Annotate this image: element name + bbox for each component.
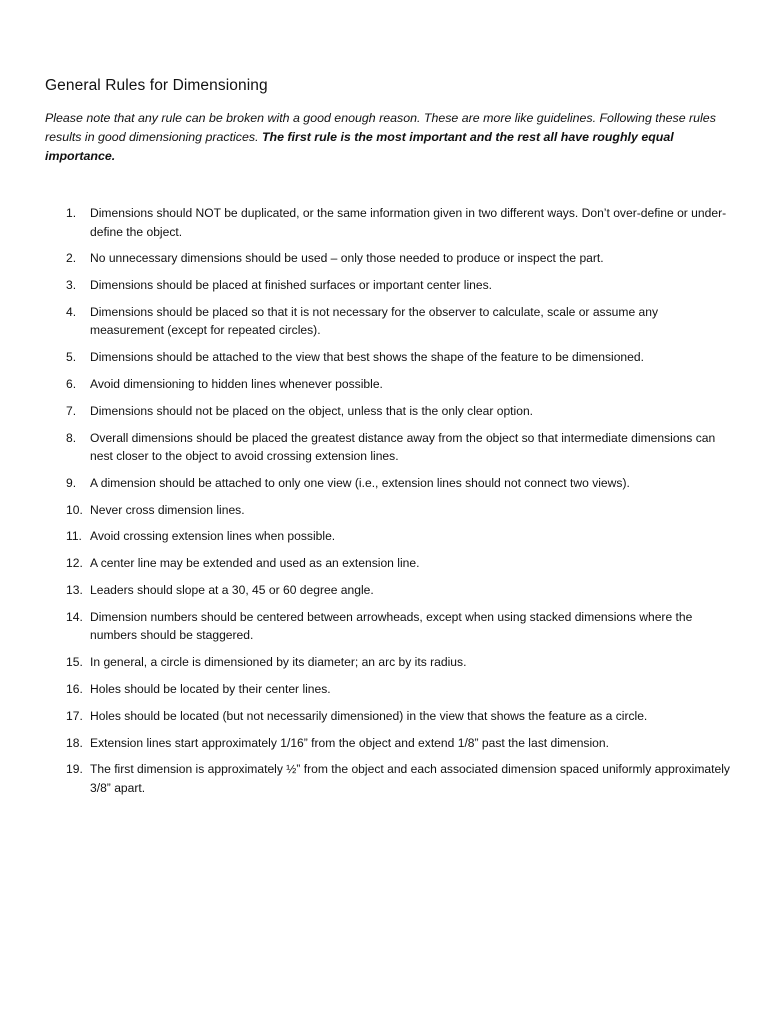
rule-item <box>0 760 730 797</box>
rule-number: 14. <box>66 609 83 624</box>
rule-text: In general, a circle is dimensioned by its diameter; an arc by its radius. <box>90 655 467 670</box>
rule-item <box>0 402 730 421</box>
rule-text: The first dimension is approximately ½” from the object and each associated dimension spaced uniformly approximately 3/8” apart. <box>90 762 730 795</box>
rule-text: Overall dimensions should be placed the greatest distance away from the object so that intermediate dimensions can nest closer to the object to avoid crossing extension lines. <box>90 430 716 464</box>
rule-number: 10. <box>66 502 83 517</box>
rule-item <box>0 204 730 241</box>
rule-item <box>0 501 730 520</box>
rule-item <box>0 276 730 295</box>
rule-text: Dimensions should be placed so that it is not necessary for the observer to calculate, scale or assume any measurement (except for repeated circles). <box>90 304 659 338</box>
page-title: General Rules for Dimensioning <box>45 77 268 94</box>
rule-text: Extension lines start approximately 1/16” from the object and extend 1/8” past the last dimension. <box>90 735 609 750</box>
rule-text: Dimensions should NOT be duplicated, or the same information given in two different ways. Don’t over-define or under-define the object. <box>90 206 727 239</box>
rule-number: 7. <box>66 403 77 418</box>
intro-text: Please note that any rule can be broken with a good enough reason. These are more like guidelines. Following these rules results in good dimensioning practices. <box>45 111 716 144</box>
rule-item <box>0 581 730 600</box>
rule-text: Holes should be located by their center lines. <box>90 681 331 696</box>
rule-item <box>0 429 730 466</box>
rule-text: Leaders should slope at a 30, 45 or 60 degree angle. <box>90 583 374 598</box>
rule-number: 18. <box>66 735 83 750</box>
rule-item <box>0 249 730 268</box>
rule-item <box>0 303 730 340</box>
rule-number: 5. <box>66 350 77 365</box>
rule-text: Never cross dimension lines. <box>90 502 245 517</box>
rule-text: Dimensions should not be placed on the object, unless that is the only clear option. <box>90 403 534 418</box>
rule-number: 4. <box>66 304 77 319</box>
rule-item <box>0 375 730 394</box>
rule-text: Dimension numbers should be centered between arrowheads, except when using stacked dimensions where the numbers should be staggered. <box>90 609 693 643</box>
rule-text: No unnecessary dimensions should be used – only those needed to produce or inspect the part. <box>90 251 604 266</box>
rule-text: A dimension should be attached to only one view (i.e., extension lines should not connect two views). <box>90 475 630 490</box>
rule-number: 6. <box>66 376 77 391</box>
rule-item <box>0 474 730 493</box>
rule-item <box>0 707 730 726</box>
rule-number: 17. <box>66 708 83 723</box>
rule-number: 15. <box>66 655 83 670</box>
rule-item <box>0 527 730 546</box>
rule-item <box>0 734 730 753</box>
intro-paragraph <box>45 109 735 166</box>
rule-item <box>0 554 730 573</box>
rule-number: 3. <box>66 278 77 293</box>
rule-number: 2. <box>66 251 77 266</box>
rule-text: Dimensions should be attached to the view that best shows the shape of the feature to be dimensioned. <box>90 350 644 365</box>
rule-number: 12. <box>66 556 83 571</box>
rules-list <box>0 204 768 806</box>
rule-item <box>0 653 730 672</box>
rule-text: A center line may be extended and used as an extension line. <box>90 556 420 571</box>
rule-number: 16. <box>66 681 83 696</box>
rule-text: Holes should be located (but not necessarily dimensioned) in the view that shows the feature as a circle. <box>90 708 648 723</box>
rule-item <box>0 348 730 367</box>
rule-text: Dimensions should be placed at finished surfaces or important center lines. <box>90 278 492 293</box>
rule-number: 19. <box>66 762 83 777</box>
rule-number: 8. <box>66 430 77 445</box>
rule-number: 11. <box>66 529 82 544</box>
rule-number: 13. <box>66 583 83 598</box>
intro-emphasis: The first rule is the most important and the rest all have roughly equal importance. <box>45 130 674 163</box>
rule-text: Avoid crossing extension lines when possible. <box>90 529 336 544</box>
rule-item <box>0 608 730 645</box>
rule-text: Avoid dimensioning to hidden lines whenever possible. <box>90 376 383 391</box>
rule-number: 9. <box>66 475 77 490</box>
rule-item <box>0 680 730 699</box>
rule-number: 1. <box>66 206 77 220</box>
